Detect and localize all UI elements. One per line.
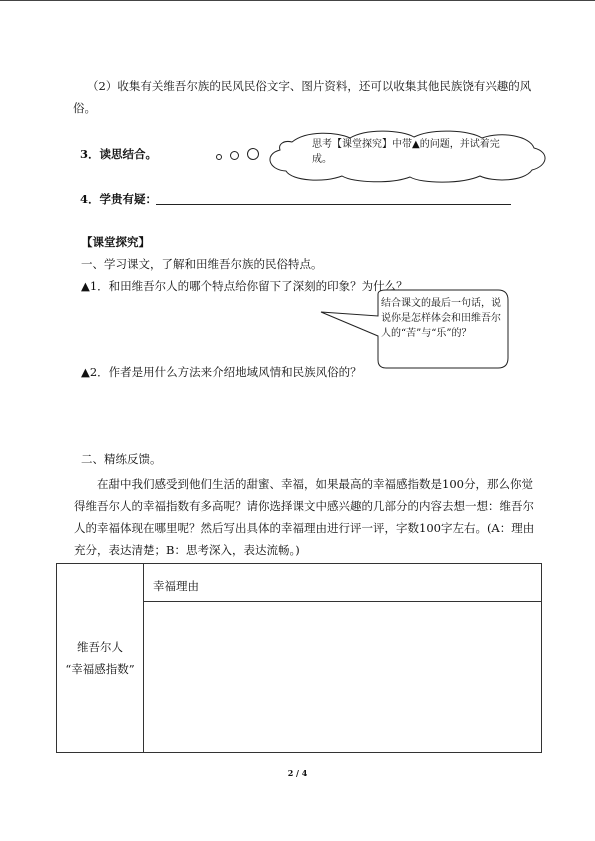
happiness-index-table — [56, 563, 542, 753]
thought-bubble-dot-medium — [230, 151, 239, 160]
happiness-index-label-cell — [57, 564, 144, 753]
inquiry-question-2: ▲2．作者是用什么方法来介绍地域风情和民族风俗的？ — [81, 365, 362, 379]
happiness-reason-header-cell — [144, 564, 542, 602]
item-2-line-2: 俗。 — [73, 101, 96, 115]
item-2-line-1: （2）收集有关维吾尔族的民风民俗文字、图片资料，还可以收集其他民族饶有兴趣的风 — [87, 79, 532, 93]
thought-bubble-dot-large — [247, 148, 259, 160]
item-4-label: 4．学贵有疑： — [80, 192, 158, 206]
happiness-index-label-line-2: “幸福感指数” — [65, 662, 135, 676]
practice-instruction: 在甜中我们感受到他们生活的甜蜜、幸福，如果最高的幸福感指数是100分，那么你觉得维吾尔人的幸福指数有多高呢？请你选择课文中感兴趣的几部分的内容去想一想：维吾尔人的幸福体现在哪里呢？然后写出具体的幸福理由进行评一评，字数100字左右。(A：理由充分，表达清楚；B：思考深入，表达流畅。) — [74, 477, 535, 557]
page-top-rule — [0, 0, 595, 1]
inquiry-heading: 【课堂探究】 — [81, 235, 150, 249]
inquiry-question-1: ▲1．和田维吾尔人的哪个特点给你留下了深刻的印象？为什么？ — [81, 279, 408, 293]
happiness-index-label-line-1: 维吾尔人 — [77, 640, 123, 654]
question-blank-line — [156, 204, 511, 205]
speech-callout-text: 结合课文的最后一句话，说说你是怎样体会和田维吾尔人的“苦”与“乐”的？ — [381, 298, 501, 339]
thought-cloud-text: 思考【课堂探究】中带▲的问题，并试着完成。 — [312, 139, 500, 165]
thought-bubble-dot-small — [216, 154, 222, 160]
page-number: 2 / 4 — [287, 768, 308, 778]
inquiry-section-1: 一、学习课文，了解和田维吾尔族的民俗特点。 — [81, 257, 323, 271]
happiness-reason-answer-area[interactable] — [144, 602, 542, 753]
practice-heading: 二、精练反馈。 — [81, 452, 162, 466]
happiness-reason-header: 幸福理由 — [153, 579, 199, 593]
item-3-label: 3．读思结合。 — [80, 147, 158, 161]
